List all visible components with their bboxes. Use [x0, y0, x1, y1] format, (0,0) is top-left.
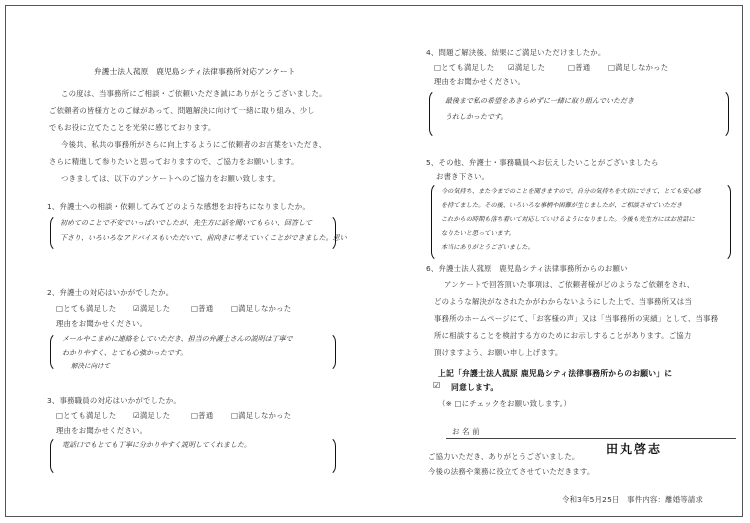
q2-answer-note: 解決に向けて — [71, 362, 110, 370]
q2-option-2: ☑満足した — [133, 304, 171, 313]
q5-answer-line-3: これからの時期も落ち着いて対応していけるようになりました。今後も先生方にはお世話に — [441, 216, 695, 223]
intro-line-5: さらに精進して参りたいと思っておりますので、ご協力をお願いします。 — [49, 157, 299, 166]
q6-body-line-2: どのような解決がなされたかがわからないようにした上で、当事務所又は当 — [434, 297, 692, 306]
q3-question: 3、事務職員の対応はいかがでしたか。 — [47, 396, 181, 405]
q2-question: 2、弁護士の対応はいかがでしたか。 — [47, 288, 174, 297]
q2-option-4: □満足しなかった — [231, 304, 292, 313]
consent-line: 上記「弁護士法人菰原 鹿児島シティ法律事務所からのお願い」に — [438, 369, 673, 378]
q1-answer-line-2: 下さり、いろいろなアドバイスもいただいて、前向きに考えていくことができました。思い — [60, 234, 347, 242]
intro-line-4: 今後共、私共の事務所がさらに向上するようにご依頼者のお言葉をいただき、 — [61, 140, 327, 149]
intro-line-1: この度は、当事務所にご相談・ご依頼いただき誠にありがとうございました。 — [61, 89, 327, 98]
q4-reason-label: 理由をお聞かせください。 — [434, 77, 526, 86]
intro-line-6: つきましては、以下のアンケートへのご協力をお願い致します。 — [61, 174, 281, 183]
q3-option-2: ☑満足した — [133, 411, 171, 420]
name-underline — [446, 438, 736, 439]
q4-option-4: □満足しなかった — [608, 63, 669, 72]
q6-heading: 6、弁護士法人菰原 鹿児島シティ法律事務所からのお願い — [426, 264, 628, 273]
handwritten-signature: 田丸啓志 — [606, 442, 663, 456]
q6-body-line-5: 頂けますよう、お願い申し上げます。 — [434, 348, 563, 357]
q4-answer-line-1: 最後まで私の希望をあきらめずに一緒に取り組んでいただき — [445, 97, 634, 105]
q5-question: 5、その他、弁護士・事務職員へお伝えしたいことがございましたら — [426, 158, 659, 167]
q6-body-line-4: 所に相談することを検討する方のためにお示しすることがあります。ご協力 — [434, 331, 692, 340]
q3-option-1: □とても満足した — [56, 411, 117, 420]
consent-checkbox[interactable]: ☑ — [433, 381, 441, 390]
q5-answer-line-4: なりたいと思っています。 — [441, 230, 515, 237]
future-use-text: 今後の法務や業務に役立てさせていただきます。 — [428, 467, 595, 476]
footer-date-case: 令和3年5月25日 事件内容：離婚等請求 — [562, 495, 704, 504]
q3-reason-label: 理由をお聞かせください。 — [56, 426, 148, 435]
q2-option-3: □普通 — [191, 304, 214, 313]
q2-answer-line-2: わかりやすく、とても心強かったです。 — [62, 349, 188, 357]
q3-answer-line-1: 電話口でもとても丁寧に分かりやすく説明してくれました。 — [62, 441, 251, 449]
q3-option-3: □普通 — [191, 411, 214, 420]
q5-answer-line-2: を持てました。その後、いろいろな事柄や困難が生じましたが、ご相談させていただき — [441, 202, 683, 209]
q5-answer-line-5: 本当にありがとうございました。 — [441, 244, 534, 251]
q4-option-2: ☑満足した — [508, 63, 546, 72]
q4-option-1: □とても満足した — [434, 63, 495, 72]
q6-body-line-3: 事務所のホームページにて、「お客様の声」又は「当事務所の実績」として、当事務 — [434, 314, 719, 323]
consent-label: 同意します。 — [451, 383, 499, 392]
thanks-text: ご協力いただき、ありがとうございました。 — [428, 452, 580, 461]
q4-option-3: □普通 — [568, 63, 591, 72]
intro-line-3: でもお役に立てたことを光栄に感じております。 — [49, 123, 216, 132]
q2-reason-label: 理由をお聞かせください。 — [56, 319, 148, 328]
consent-note: （※ □にチェックをお願い致します。） — [438, 399, 572, 408]
q4-answer-line-2: うれしかったです。 — [445, 113, 508, 121]
q2-option-1: □とても満足した — [56, 304, 117, 313]
q2-answer-line-1: メールやこまめに連絡をしていただき、担当の弁護士さんの説明は丁寧で — [62, 335, 293, 343]
q5-answer-line-1: 今の気持ち、また今までのことを聞きますので、自分の気持ちを大切にできて、とても安心感 — [441, 188, 701, 195]
survey-title: 弁護士法人菰原 鹿児島シティ法律事務所対応アンケート — [94, 67, 296, 76]
q3-option-4: □満足しなかった — [231, 411, 292, 420]
q4-question: 4、問題ご解決後、結果にご満足いただけましたか。 — [426, 48, 606, 57]
intro-line-2: ご依頼者の皆様方とのご縁があって、問題解決に向けて一緒に取り組み、少し — [49, 106, 315, 115]
survey-sheet — [5, 5, 743, 517]
q6-body-line-1: アンケートで回答頂いた事項は、ご依頼者様がどのようなご依頼をされ、 — [444, 280, 695, 289]
q1-question: 1、弁護士への相談・依頼してみてどのような感想をお持ちになりましたか。 — [47, 202, 310, 211]
q1-answer-line-1: 初めてのことで不安でいっぱいでしたが、先生方に話を聞いてもらい、回答して — [60, 219, 312, 227]
q5-question-line-2: お書き下さい。 — [436, 172, 490, 181]
name-label: お 名 前 — [452, 427, 480, 436]
